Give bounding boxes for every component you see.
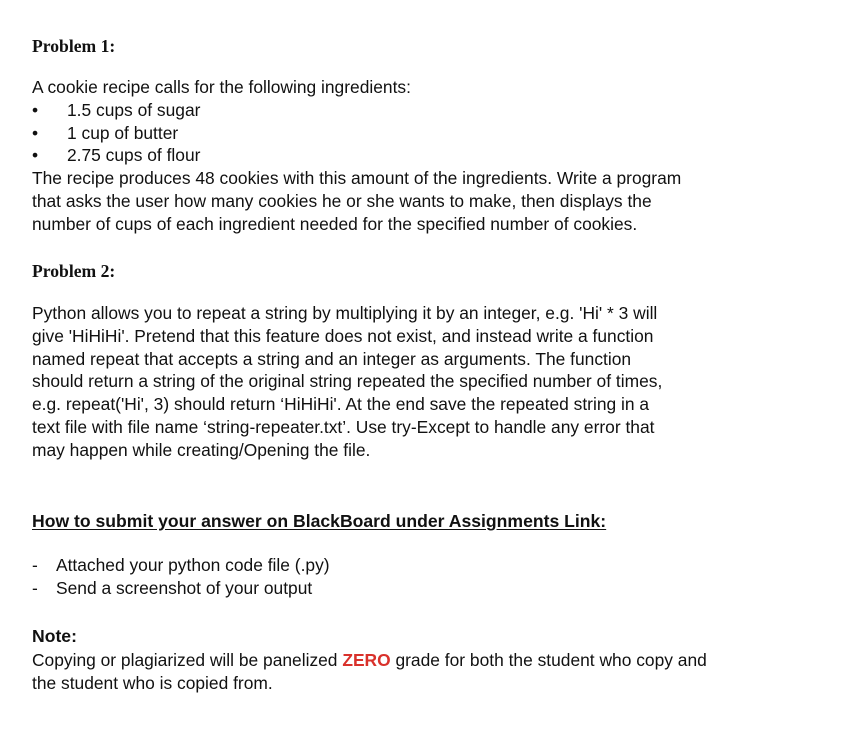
problem-1-heading: Problem 1: (32, 36, 116, 56)
problem-1-body-line: The recipe produces 48 cookies with this amount of the ingredients. Write a program (32, 168, 682, 189)
problem-2-heading: Problem 2: (32, 261, 116, 281)
note-text: Copying or plagiarized will be panelized (32, 650, 343, 670)
problem-2-section (32, 302, 822, 462)
bullet-icon: • (32, 122, 39, 143)
problem-2-body-line: e.g. repeat('Hi', 3) should return ‘HiHiHi'. At the end save the repeated string in a (32, 394, 650, 415)
note-line-2: the student who is copied from. (32, 672, 273, 693)
submission-heading: How to submit your answer on BlackBoard under Assignments Link: (32, 511, 607, 531)
note-text: grade for both the student who copy and (390, 650, 707, 670)
dash-icon: - (32, 577, 38, 598)
problem-1-section (32, 76, 822, 236)
problem-2-body-line: named repeat that accepts a string and an integer as arguments. The function (32, 348, 632, 369)
ingredient-text: 1.5 cups of sugar (67, 99, 201, 120)
ingredient-item (32, 144, 822, 167)
problem-2-body-line: Python allows you to repeat a string by multiplying it by an integer, e.g. 'Hi' * 3 will (32, 303, 658, 323)
submission-item-text: Send a screenshot of your output (56, 577, 313, 598)
note-heading: Note: (32, 626, 77, 646)
problem-1-intro: A cookie recipe calls for the following ingredients: (32, 77, 411, 97)
problem-2-body-line: may happen while creating/Opening the file. (32, 439, 371, 460)
problem-1-body-line: number of cups of each ingredient needed for the specified number of cookies. (32, 213, 638, 234)
note-section (32, 649, 846, 695)
ingredient-item (32, 122, 822, 145)
dash-icon: - (32, 555, 38, 575)
submission-item (32, 554, 822, 577)
problem-1-body-line: that asks the user how many cookies he or she wants to make, then displays the (32, 190, 652, 211)
ingredient-item (32, 99, 822, 122)
bullet-icon: • (32, 99, 39, 120)
problem-2-body-line: should return a string of the original string repeated the specified number of times, (32, 371, 663, 392)
problem-2-body-line: give 'HiHiHi'. Pretend that this feature does not exist, and instead write a function (32, 325, 654, 346)
zero-highlight: ZERO (342, 650, 391, 670)
submission-item-text: Attached your python code file (.py) (56, 555, 330, 575)
note-line-1 (32, 649, 846, 672)
submission-list (32, 554, 822, 600)
ingredient-text: 1 cup of butter (67, 122, 179, 143)
ingredient-text: 2.75 cups of flour (67, 145, 201, 166)
problem-2-body-line: text file with file name ‘string-repeater.txt’. Use try-Except to handle any error that (32, 416, 655, 437)
submission-item (32, 577, 822, 600)
bullet-icon: • (32, 145, 39, 166)
